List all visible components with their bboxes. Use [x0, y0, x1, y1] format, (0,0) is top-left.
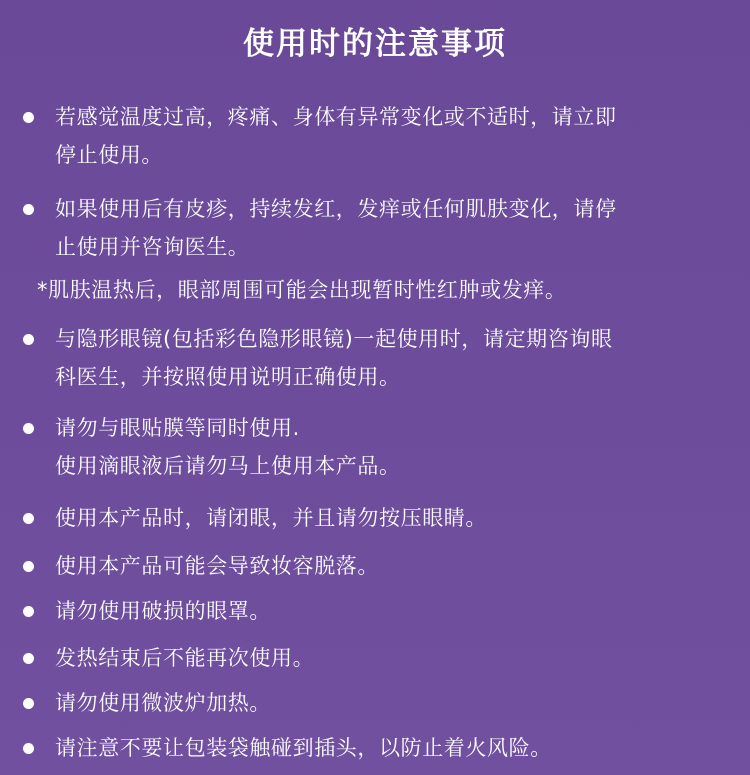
note-text: *肌肤温热后，眼部周围可能会出现暂时性红肿或发痒。 — [37, 278, 567, 302]
list-item-line: 止使用并咨询医生。 — [55, 235, 250, 259]
list-item-text — [55, 639, 727, 677]
page-title: 使用时的注意事项 — [243, 26, 507, 62]
bullet-icon — [23, 561, 34, 572]
list-item-text — [55, 98, 727, 174]
bullet-icon — [23, 743, 34, 754]
bullet-icon — [23, 112, 34, 123]
bullet-icon — [23, 606, 34, 617]
bullet-icon — [23, 698, 34, 709]
bullet-icon — [23, 334, 34, 345]
bullet-icon — [23, 423, 34, 434]
bullet-icon — [23, 653, 34, 664]
list-item-line: 如果使用后有皮疹，持续发红，发痒或任何肌肤变化，请停 — [55, 197, 617, 221]
list-item-line: 请勿使用微波炉加热。 — [55, 691, 271, 715]
list-item-line: 使用本产品可能会导致妆容脱落。 — [55, 554, 379, 578]
list-item-line: 使用本产品时，请闭眼，并且请勿按压眼睛。 — [55, 506, 487, 530]
list-item-line: 请勿使用破损的眼罩。 — [55, 599, 271, 623]
list-item-text — [55, 499, 727, 537]
list-item-line: 发热结束后不能再次使用。 — [55, 646, 315, 670]
list-item-line: 请勿与眼贴膜等同时使用. — [55, 416, 300, 440]
list-item-text — [55, 684, 727, 722]
bullet-icon — [23, 513, 34, 524]
list-item-line: 停止使用。 — [55, 143, 163, 167]
list-item-line: 使用滴眼液后请勿马上使用本产品。 — [55, 454, 401, 478]
list-item-text — [55, 320, 727, 396]
list-item-line: 请注意不要让包装袋触碰到插头，以防止着火风险。 — [55, 736, 552, 760]
list-item-line: 与隐形眼镜(包括彩色隐形眼镜)一起使用时，请定期咨询眼 — [55, 327, 613, 351]
list-item-text — [55, 190, 727, 266]
list-item-text — [55, 592, 727, 630]
list-item-text — [55, 547, 727, 585]
list-item-line: 科医生，并按照使用说明正确使用。 — [55, 365, 401, 389]
bullet-icon — [23, 204, 34, 215]
list-item-line: 若感觉温度过高，疼痛、身体有异常变化或不适时，请立即 — [55, 105, 617, 129]
list-item-text — [55, 729, 727, 767]
list-item-text — [55, 409, 727, 485]
